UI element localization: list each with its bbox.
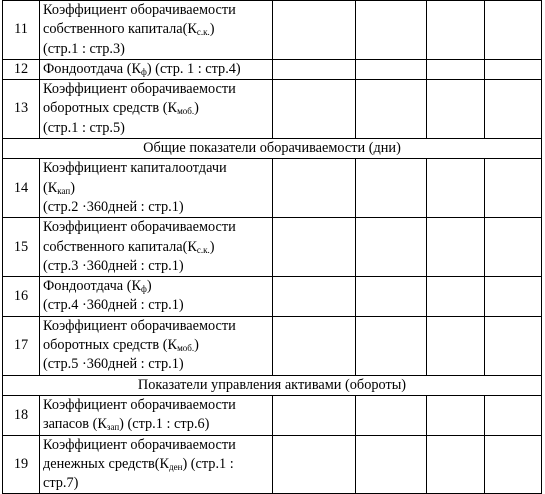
table-row bbox=[3, 1, 542, 60]
text-segment: Фондоотдача (К bbox=[43, 278, 141, 295]
indicator-name bbox=[40, 159, 273, 218]
value-cell bbox=[273, 277, 356, 317]
text-segment: (стр.1 : стр.3) bbox=[43, 40, 125, 57]
value-cell bbox=[485, 80, 542, 139]
value-cell bbox=[485, 435, 542, 494]
table-row bbox=[3, 218, 542, 277]
table-row bbox=[3, 435, 542, 494]
indicator-name-line bbox=[43, 336, 270, 355]
text-segment: Коэффициент оборачиваемости bbox=[43, 317, 236, 334]
value-cell bbox=[427, 80, 485, 139]
indicator-name-line bbox=[43, 277, 270, 296]
value-cell bbox=[427, 277, 485, 317]
indicator-name-line bbox=[43, 317, 270, 336]
value-cell bbox=[427, 1, 485, 60]
subscript-text: ф bbox=[141, 66, 147, 77]
value-cell bbox=[356, 395, 427, 435]
text-segment: ) (стр.1 : bbox=[182, 455, 234, 472]
section-header-row bbox=[3, 375, 542, 395]
value-cell bbox=[427, 435, 485, 494]
text-segment: оборотных средств (К bbox=[43, 337, 178, 354]
text-segment: Коэффициент оборачиваемости bbox=[43, 81, 236, 98]
row-number: 19 bbox=[3, 435, 40, 494]
text-segment: собственного капитала(К bbox=[43, 21, 197, 38]
text-segment: запасов (К bbox=[43, 416, 107, 433]
row-number: 13 bbox=[3, 80, 40, 139]
text-segment: (стр.1 : стр.5) bbox=[43, 119, 125, 136]
value-cell bbox=[273, 59, 356, 79]
row-number: 16 bbox=[3, 277, 40, 317]
indicator-name bbox=[40, 1, 273, 60]
subscript-text: зап bbox=[106, 422, 120, 433]
value-cell bbox=[485, 316, 542, 375]
text-segment: (стр.3 ·360дней : стр.1) bbox=[43, 257, 184, 274]
text-segment: ) (стр. 1 : стр.4) bbox=[146, 60, 241, 77]
section-title: Показатели управления активами (обороты) bbox=[3, 375, 542, 395]
indicators-table-body bbox=[3, 1, 542, 494]
row-number: 12 bbox=[3, 59, 40, 79]
row-number: 11 bbox=[3, 1, 40, 60]
indicator-name bbox=[40, 395, 273, 435]
table-row bbox=[3, 59, 542, 79]
indicator-name-line bbox=[43, 396, 270, 415]
value-cell bbox=[356, 277, 427, 317]
value-cell bbox=[273, 316, 356, 375]
text-segment: Коэффициент капиталоотдачи bbox=[43, 160, 227, 177]
indicator-name-line bbox=[43, 436, 270, 455]
subscript-text: ден bbox=[169, 461, 183, 472]
subscript-text: с.к. bbox=[196, 27, 210, 38]
value-cell bbox=[485, 59, 542, 79]
value-cell bbox=[356, 316, 427, 375]
value-cell bbox=[356, 159, 427, 218]
value-cell bbox=[485, 1, 542, 60]
indicator-name-line bbox=[43, 99, 270, 118]
text-segment: ) bbox=[194, 337, 199, 354]
indicator-name-line bbox=[43, 218, 270, 237]
indicator-name-line bbox=[43, 296, 270, 315]
text-segment: Фондоотдача (К bbox=[43, 60, 141, 77]
indicator-name-line bbox=[43, 60, 270, 79]
table-row bbox=[3, 80, 542, 139]
value-cell bbox=[273, 80, 356, 139]
text-segment: собственного капитала(К bbox=[43, 238, 197, 255]
value-cell bbox=[485, 277, 542, 317]
value-cell bbox=[273, 218, 356, 277]
indicator-name-line bbox=[43, 455, 270, 474]
indicator-name-line bbox=[43, 40, 270, 59]
value-cell bbox=[356, 59, 427, 79]
value-cell bbox=[485, 159, 542, 218]
indicator-name-line bbox=[43, 198, 270, 217]
text-segment: ) bbox=[194, 100, 199, 117]
indicator-name bbox=[40, 59, 273, 79]
table-row bbox=[3, 395, 542, 435]
subscript-text: моб. bbox=[177, 106, 195, 117]
text-segment: (стр.2 ·360дней : стр.1) bbox=[43, 198, 184, 215]
indicator-name-line bbox=[43, 159, 270, 178]
indicator-name-line bbox=[43, 257, 270, 276]
value-cell bbox=[356, 80, 427, 139]
text-segment: Коэффициент оборачиваемости bbox=[43, 436, 236, 453]
value-cell bbox=[427, 59, 485, 79]
indicator-name-line bbox=[43, 119, 270, 138]
row-number: 15 bbox=[3, 218, 40, 277]
subscript-text: кап bbox=[57, 185, 71, 196]
row-number: 14 bbox=[3, 159, 40, 218]
value-cell bbox=[356, 435, 427, 494]
value-cell bbox=[427, 316, 485, 375]
subscript-text: с.к. bbox=[196, 244, 210, 255]
row-number: 17 bbox=[3, 316, 40, 375]
indicator-name bbox=[40, 218, 273, 277]
table-row bbox=[3, 159, 542, 218]
text-segment: Коэффициент оборачиваемости bbox=[43, 396, 236, 413]
value-cell bbox=[273, 159, 356, 218]
text-segment: ) (стр.1 : стр.6) bbox=[119, 416, 210, 433]
value-cell bbox=[273, 395, 356, 435]
section-title: Общие показатели оборачиваемости (дни) bbox=[3, 139, 542, 159]
text-segment: (стр.5 ·360дней : стр.1) bbox=[43, 356, 184, 373]
indicator-name-line bbox=[43, 80, 270, 99]
text-segment: оборотных средств (К bbox=[43, 100, 178, 117]
value-cell bbox=[356, 218, 427, 277]
subscript-text: моб. bbox=[177, 343, 195, 354]
value-cell bbox=[356, 1, 427, 60]
row-number: 18 bbox=[3, 395, 40, 435]
text-segment: денежных средств(К bbox=[43, 455, 170, 472]
indicators-table bbox=[2, 0, 542, 494]
value-cell bbox=[427, 395, 485, 435]
indicator-name-line bbox=[43, 474, 270, 493]
indicator-name-line bbox=[43, 179, 270, 198]
text-segment: (стр.4 ·360дней : стр.1) bbox=[43, 297, 184, 314]
indicator-name-line bbox=[43, 20, 270, 39]
indicator-name-line bbox=[43, 355, 270, 374]
value-cell bbox=[427, 159, 485, 218]
text-segment: ) bbox=[146, 278, 152, 295]
indicator-name bbox=[40, 277, 273, 317]
indicator-name bbox=[40, 316, 273, 375]
value-cell bbox=[427, 218, 485, 277]
section-header-row bbox=[3, 139, 542, 159]
value-cell bbox=[485, 218, 542, 277]
text-segment: стр.7) bbox=[43, 475, 79, 492]
subscript-text: ф bbox=[141, 284, 147, 295]
text-segment: Коэффициент оборачиваемости bbox=[43, 219, 236, 236]
text-segment: ) bbox=[209, 238, 215, 255]
indicator-name bbox=[40, 435, 273, 494]
indicator-name-line bbox=[43, 415, 270, 434]
text-segment: ) bbox=[209, 21, 215, 38]
value-cell bbox=[273, 435, 356, 494]
value-cell bbox=[273, 1, 356, 60]
indicator-name-line bbox=[43, 238, 270, 257]
value-cell bbox=[485, 395, 542, 435]
table-row bbox=[3, 316, 542, 375]
indicator-name-line bbox=[43, 1, 270, 20]
indicator-name bbox=[40, 80, 273, 139]
text-segment: ) bbox=[70, 179, 75, 196]
text-segment: Коэффициент оборачиваемости bbox=[43, 2, 236, 18]
text-segment: (К bbox=[43, 179, 58, 196]
table-row bbox=[3, 277, 542, 317]
